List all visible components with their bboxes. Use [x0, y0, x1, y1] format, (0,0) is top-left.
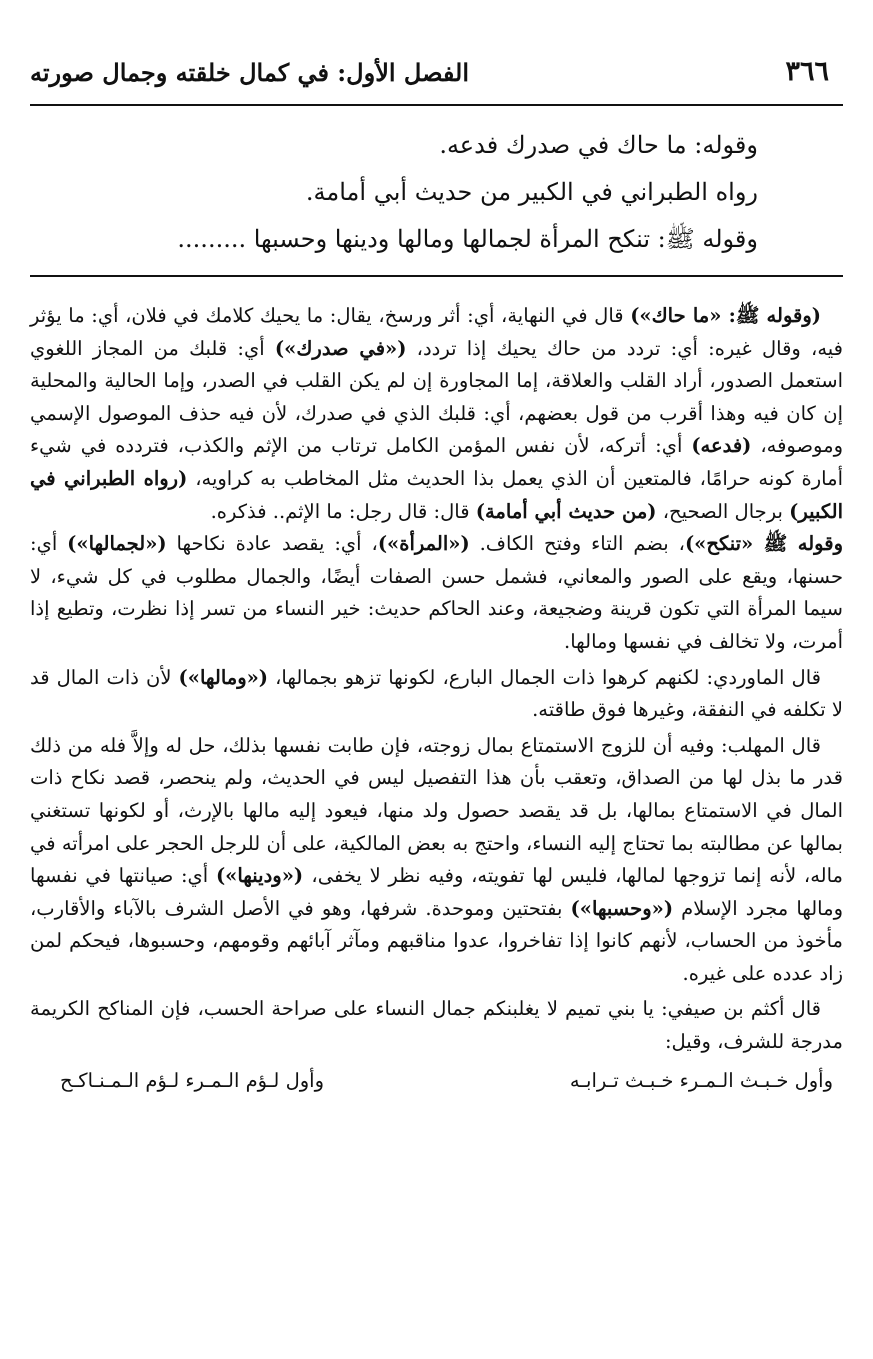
paragraph-text: أي: حسنها، ويقع على الصور والمعاني، فشمل حسن الصفات أيضًا، والجمال مطلوب في كل شيء، لا سيما المرأة التي تكون قرينة وضجيعة، وعند الحاكم حديث: خير النساء من تسر إذا نظرت، وتطيع إذا أمرت، ولا تخالف في نفسها ومالها.	[30, 532, 844, 653]
commentary-paragraph	[30, 730, 843, 991]
commentary-paragraph	[30, 300, 843, 528]
paragraph-text: بفتحتين وموحدة. شرفها، وهو في الأصل الشرف بالآباء والأقارب، مأخوذ من الحساب، لأنهم كانوا إذا تفاخروا، عدوا مناقبهم ومآثر آبائهم وقومهم، وحسبوها، فيحكم لمن زاد عدده على غيره.	[30, 896, 843, 985]
header-rule	[30, 104, 843, 106]
matn-line: وقوله: ما حاك في صدرك فدعه.	[439, 131, 758, 159]
paragraph-text: لأن ذات المال قد لا تكلفه في النفقة، وغيرها فوق طاقته.	[30, 665, 843, 722]
matn-text	[118, 122, 758, 263]
matn-separator-rule	[30, 275, 843, 277]
paragraph-text: أي: صيانتها في نفسها ومالها مجرد الإسلام	[30, 864, 843, 920]
paragraph-text: قال أكثم بن صيفي: يا بني تميم لا يغلبنكم جمال النساء على صراحة الحسب، فإن المناكح الكريمة مدرجة للشرف، وقيل:	[30, 997, 843, 1054]
paragraph-text: قال الماوردي: لكنهم كرهوا ذات الجمال البارع، لكونها تزهو بجمالها،	[268, 665, 821, 689]
paragraph-text: ، بضم التاء وفتح الكاف.	[469, 532, 685, 556]
paragraph-text: قال المهلب: وفيه أن للزوج الاستمتاع بمال زوجته، فإن طابت نفسها بذلك، حل له وإلاَّ فله من ذلك قدر ما بذل لها من الصداق، وتعقب بأن هذا التفصيل ليس في الحديث، ولم ينحصر، قصد نكاح ذات المال في الاستمتاع بمالها، بل قد يقصد حصول ولد منها، فيعود إليه مالها بالإرث، أو لكونها تستغني بمالها عن مطالبته بما تحتاج إليه النساء، واحتج به بعض المالكية، على أن للرجل الحجر على امرأته في ماله، لأنه إنما تزوجها لمالها، فليس لها تفويته، وفيه نظر لا يخفى،	[30, 733, 843, 888]
paragraph-text: أي: قلبك من المجاز اللغوي استعمل الصدور، أراد القلب والعلاقة، إما المجاورة إن لم يكن القلب في الصدر، وإما الحالية والمحلية إن كان فيه وهذا أقرب من قول بعضهم، أي: قلبك الذي في صدرك، لأن فيه حذف الموصول الإسمي وموصوفه،	[30, 336, 843, 458]
paragraph-text: قال في النهاية، أي: أثر ورسخ، يقال: ما يحيك كلامك في فلان، أي: ما يؤثر فيه، وقال غيره: أي: تردد من حاك يحيك إذا تردد،	[30, 304, 844, 360]
commentary	[30, 300, 843, 1097]
bold-quote: (من حديث أبي أمامة)	[475, 499, 657, 523]
bold-quote: (فدعه)	[691, 434, 752, 458]
verse-hemistich-first: وأول خـبـث الـمـرء خـبـث تـرابـه	[569, 1068, 833, 1092]
bold-quote: («ودينها»)	[215, 864, 312, 888]
commentary-paragraph	[30, 662, 843, 727]
matn-line: وقوله ﷺ: تنكح المرأة لجمالها ومالها ودينها وحسبها .........	[177, 225, 758, 253]
paragraph-text: ، أي: يقصد عادة نكاحها	[166, 532, 378, 556]
matn-line: رواه الطبراني في الكبير من حديث أبي أمامة.	[305, 178, 758, 206]
bold-quote: (رواه الطبراني في الكبير)	[30, 466, 843, 523]
page-header	[30, 52, 843, 104]
chapter-title: الفصل الأول: في كمال خلقته وجمال صورته	[30, 58, 470, 87]
paragraph-text: برجال الصحيح،	[656, 499, 790, 523]
commentary-paragraph	[30, 993, 843, 1058]
bold-quote: وقوله ﷺ «تنكح»)	[684, 532, 843, 556]
paragraph-text: أي: أتركه، لأن نفس المؤمن الكامل ترتاب من الإثم والكذب، فتردده في شيء أمارة كونه حرامًا، فالمتعين أن الذي يعمل بذا الحديث مثل المخاطب به كراويه،	[30, 434, 843, 490]
bold-quote: («ومالها»)	[178, 665, 269, 689]
verse-hemistich-second: وأول لـؤم الـمـرء لـؤم الـمـنـاكـح	[60, 1068, 324, 1092]
bold-quote: («في صدرك»)	[274, 336, 407, 360]
bold-quote: («لجمالها»)	[67, 532, 167, 556]
bold-quote: (وقوله ﷺ: «ما حاك»)	[630, 304, 821, 327]
paragraph-text: قال: قال رجل: ما الإثم.. فذكره.	[210, 499, 476, 523]
poetry-verse	[30, 1065, 843, 1098]
commentary-paragraph	[30, 528, 843, 658]
page-number: ٣٦٦	[785, 56, 829, 87]
bold-quote: («المرأة»)	[377, 532, 470, 556]
bold-quote: («وحسبها»)	[570, 896, 674, 920]
